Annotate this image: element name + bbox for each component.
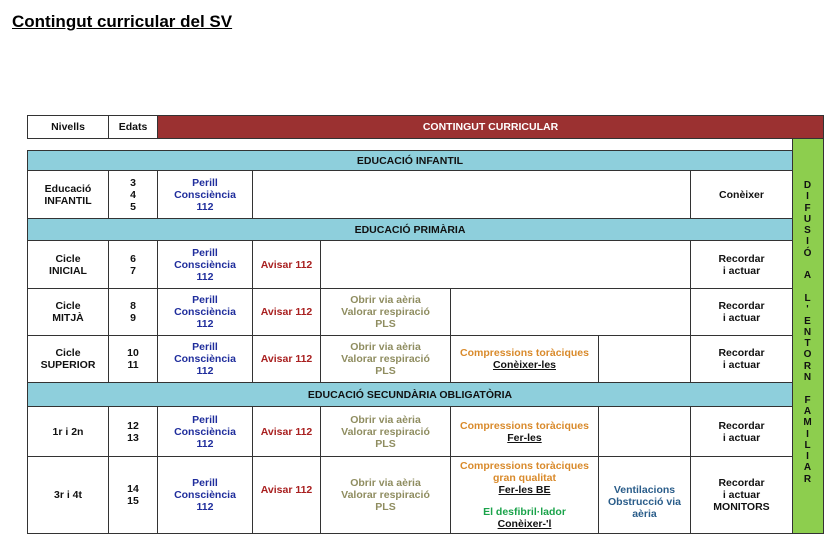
defibrillator-action: Conèixer-'l (497, 518, 552, 530)
compressions-cell (450, 456, 599, 534)
airway-cell: Obrir via aèria Valorar respiració PLS (320, 456, 451, 534)
compressions-title: Compressions toràciques (460, 347, 589, 359)
danger-cell: Perill Consciència 112 (157, 240, 253, 289)
compressions-action: Fer-les (507, 431, 542, 444)
level-cell: 3r i 4t (27, 456, 109, 534)
section-infantil: EDUCACIÓ INFANTIL (27, 150, 793, 171)
level-cell: Cicle SUPERIOR (27, 335, 109, 383)
section-primaria: EDUCACIÓ PRIMÀRIA (27, 218, 793, 241)
danger-cell: Perill Consciència 112 (157, 335, 253, 383)
ventilation-cell: Ventilacions Obstrucció via aèria (598, 456, 691, 534)
compressions-cell (450, 406, 599, 457)
danger-cell: Perill Consciència 112 (157, 406, 253, 457)
compressions-cell (450, 335, 599, 383)
danger-cell: Perill Consciència 112 (157, 288, 253, 336)
call-cell: Avisar 112 (252, 406, 321, 457)
section-eso: EDUCACIÓ SECUNDÀRIA OBLIGATÒRIA (27, 382, 793, 407)
airway-cell: Obrir via aèria Valorar respiració PLS (320, 288, 451, 336)
compressions-title: Compressions toràciques (460, 419, 589, 432)
ages-cell: 10 11 (108, 335, 158, 383)
empty-cell (598, 335, 691, 383)
call-cell: Avisar 112 (252, 288, 321, 336)
header-content: CONTINGUT CURRICULAR (157, 115, 824, 139)
danger-cell: Perill Consciència 112 (157, 456, 253, 534)
call-cell: Avisar 112 (252, 335, 321, 383)
header-levels: Nivells (27, 115, 109, 139)
ages-cell: 8 9 (108, 288, 158, 336)
level-cell: Educació INFANTIL (27, 170, 109, 219)
ages-cell: 6 7 (108, 240, 158, 289)
remember-cell: Recordar i actuar (690, 240, 793, 289)
airway-cell: Obrir via aèria Valorar respiració PLS (320, 406, 451, 457)
header-ages: Edats (108, 115, 158, 139)
level-cell: Cicle INICIAL (27, 240, 109, 289)
airway-cell: Obrir via aèria Valorar respiració PLS (320, 335, 451, 383)
remember-cell: Recordar i actuar (690, 335, 793, 383)
remember-cell: Recordar i actuar (690, 288, 793, 336)
remember-cell: Recordar i actuar MONITORS (690, 456, 793, 534)
compressions-title: Compressions toràciques gran qualitat (460, 460, 589, 484)
ages-cell: 3 4 5 (108, 170, 158, 219)
defibrillator-title: El desfibril·lador (483, 506, 566, 518)
call-cell: Avisar 112 (252, 456, 321, 534)
level-cell: 1r i 2n (27, 406, 109, 457)
compressions-action: Fer-les BE (498, 484, 551, 496)
remember-cell: Recordar i actuar (690, 406, 793, 457)
side-label: D I F U S I Ó A L ' E N T O R N F A M I L I A R (803, 180, 812, 485)
empty-cell (252, 170, 691, 219)
page-title: Contingut curricular del SV (12, 12, 233, 31)
remember-cell: Conèixer (690, 170, 793, 219)
empty-cell (450, 288, 691, 336)
compressions-action: Conèixer-les (492, 359, 556, 371)
ages-cell: 12 13 (108, 406, 158, 457)
danger-cell: Perill Consciència 112 (157, 170, 253, 219)
ages-cell: 14 15 (108, 456, 158, 534)
call-cell: Avisar 112 (252, 240, 321, 289)
empty-cell (598, 406, 691, 457)
level-cell: Cicle MITJÀ (27, 288, 109, 336)
empty-cell (320, 240, 691, 289)
